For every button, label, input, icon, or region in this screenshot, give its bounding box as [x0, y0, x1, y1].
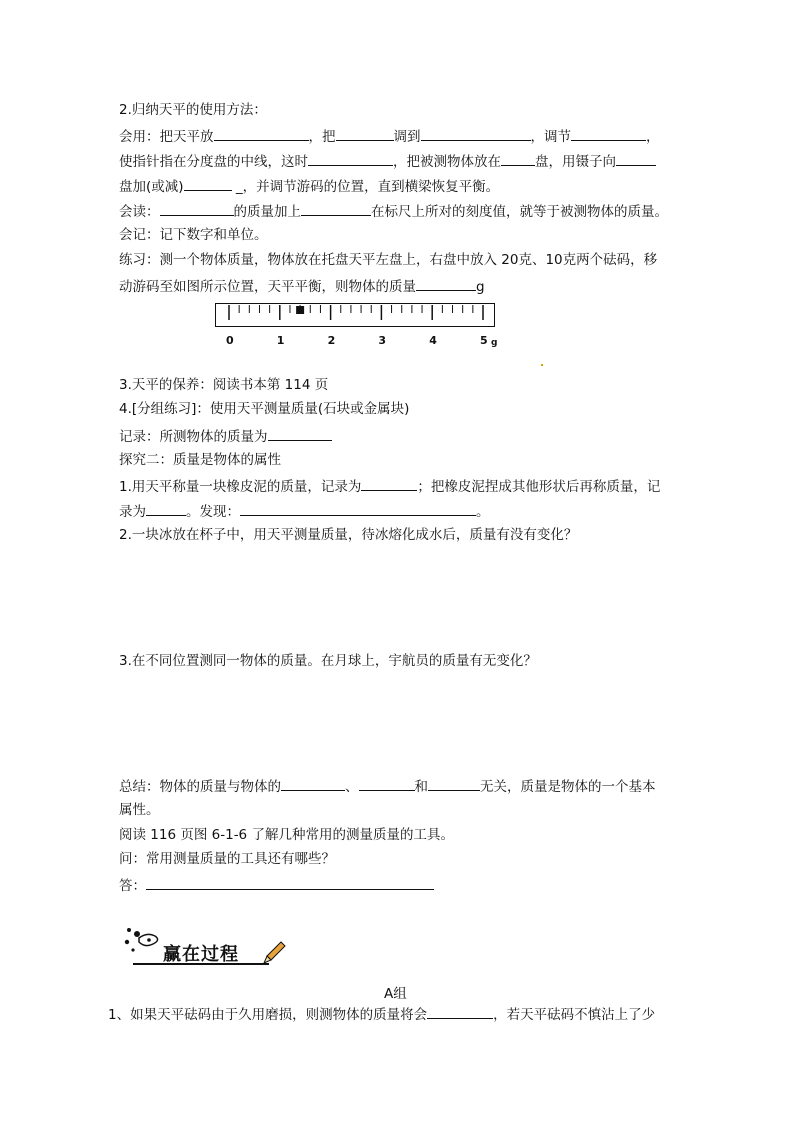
text: 无关，质量是物体的一个基本: [480, 779, 656, 795]
section-3: 3.天平的保养：阅读书本第 114 页: [119, 377, 329, 393]
summary-line-2: 属性。: [119, 802, 160, 818]
text: 会读：: [119, 204, 160, 220]
text: 答：: [119, 878, 146, 894]
blank[interactable]: [146, 875, 434, 890]
text: 。发现：: [186, 504, 240, 520]
rider-scale-ruler: [215, 303, 495, 327]
use-line-1: [119, 126, 660, 146]
text: 盘加(或减): [119, 179, 184, 195]
yellow-dot: [541, 364, 543, 366]
blank[interactable]: [427, 1004, 493, 1019]
text: 动游码至如图所示位置，天平平衡，则物体的质量: [119, 279, 416, 295]
explore-3-question: 3.在不同位置测同一物体的质量。在月球上，宇航员的质量有无变化？: [119, 653, 537, 669]
summary-line-1: [119, 776, 656, 796]
explore-2-question: 2.一块冰放在杯子中，用天平测量质量，待冰熔化成水后，质量有没有变化？: [119, 527, 578, 543]
practice-line-1: 练习：测一个物体质量，物体放在托盘天平左盘上，右盘中放入 20克、10克两个砝码，移: [119, 252, 658, 268]
section-4: 4.[分组练习]：使用天平测量质量(石块或金属块): [119, 401, 410, 417]
text: 使指针指在分度盘的中线，这时: [119, 154, 308, 170]
ask-line: 问：常用测量质量的工具还有哪些？: [119, 851, 335, 867]
text: ，把被测物体放在: [393, 154, 501, 170]
use-line-2: [119, 151, 656, 171]
blank[interactable]: [240, 501, 476, 516]
text: ，: [646, 129, 660, 145]
blank[interactable]: [616, 151, 656, 166]
rider-slider: [296, 306, 304, 314]
blank[interactable]: [428, 776, 480, 791]
text: 会用：把天平放: [119, 129, 214, 145]
blank[interactable]: [359, 776, 415, 791]
text: ；把橡皮泥捏成其他形状后再称质量，记: [417, 479, 661, 495]
text: 的质量加上: [233, 204, 301, 220]
text: 盘，用镊子向: [535, 154, 616, 170]
text: 1.用天平称量一块橡皮泥的质量，记录为: [119, 479, 362, 495]
blank[interactable]: [421, 126, 531, 141]
blank[interactable]: [336, 126, 394, 141]
win-process-badge: [119, 920, 289, 970]
question-1: [108, 1004, 655, 1024]
blank[interactable]: [416, 276, 476, 291]
blank[interactable]: [146, 501, 186, 516]
text: 记录：所测物体的质量为: [119, 429, 268, 445]
text: ，把: [308, 129, 336, 145]
ruler-unit: g: [491, 338, 498, 348]
text: 1、如果天平砝码由于久用磨损，则测物体的质量将会: [108, 1007, 428, 1023]
record-note: 会记：记下数字和单位。: [119, 227, 268, 243]
blank[interactable]: [301, 201, 371, 216]
answer-line: [119, 875, 434, 895]
blank[interactable]: [160, 201, 234, 216]
ruler-label: 2: [327, 334, 336, 347]
badge-graphic: [119, 920, 289, 970]
read-116: 阅读 116 页图 6-1-6 了解几种常用的测量质量的工具。: [119, 827, 454, 843]
blank[interactable]: [571, 126, 646, 141]
explore-2-title: 探究二：质量是物体的属性: [119, 452, 281, 468]
text: 录为: [119, 504, 146, 520]
text: _，并调节游码的位置，直到横梁恢复平衡。: [231, 179, 500, 195]
blank[interactable]: [214, 126, 309, 141]
blank[interactable]: [361, 476, 417, 491]
blank[interactable]: [501, 151, 535, 166]
blank[interactable]: [308, 151, 393, 166]
text: ，调节: [530, 129, 571, 145]
ruler-label: 5: [480, 334, 488, 347]
practice-line-2: [119, 276, 485, 296]
read-line: [119, 201, 668, 221]
group-label: A组: [384, 986, 407, 1002]
text: ，若天平砝码不慎沾上了少: [493, 1007, 656, 1023]
blank[interactable]: [281, 776, 345, 791]
record-line: [119, 426, 332, 446]
text: 和: [414, 779, 428, 795]
text: 。: [476, 504, 490, 520]
ruler-label: 3: [378, 334, 387, 347]
section-2-title: 2.归纳天平的使用方法：: [119, 102, 267, 118]
badge-text: 赢在过程: [163, 944, 239, 965]
blank[interactable]: [268, 426, 332, 441]
ruler-label: 0: [226, 334, 234, 347]
text: 、: [345, 779, 359, 795]
blank[interactable]: [184, 176, 232, 191]
explore-1-line-2: [119, 501, 490, 521]
ruler-label: 4: [429, 334, 437, 347]
ruler-label: 1: [276, 334, 285, 347]
text: 总结：物体的质量与物体的: [119, 779, 281, 795]
use-line-3: [119, 176, 499, 196]
explore-1-line-1: [119, 476, 660, 496]
unit: g: [476, 279, 485, 295]
text: 在标尺上所对的刻度值，就等于被测物体的质量。: [371, 204, 668, 220]
text: 调到: [393, 129, 421, 145]
